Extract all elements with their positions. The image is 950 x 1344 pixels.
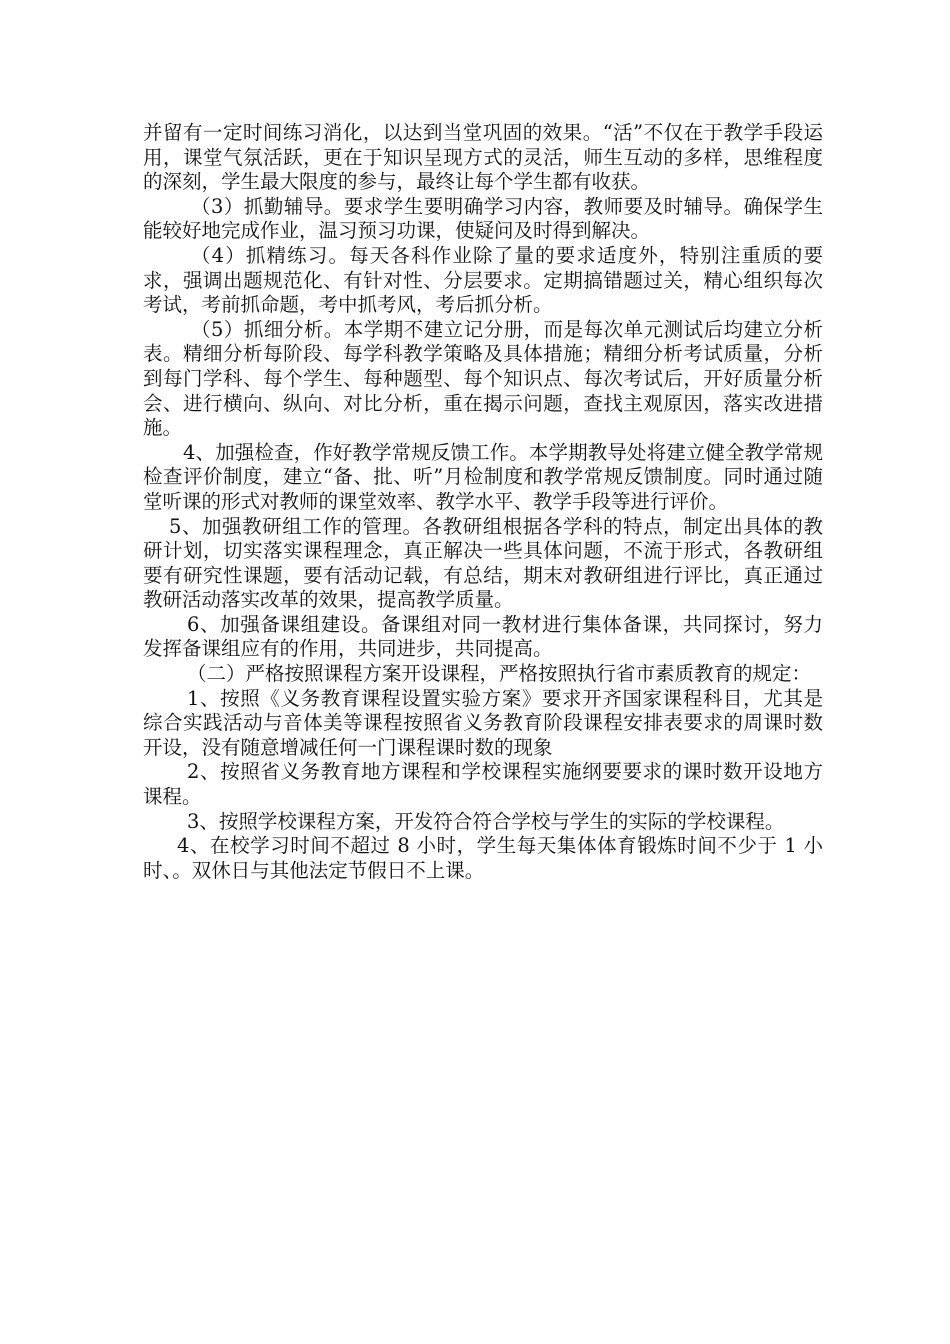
paragraph-analysis: （5）抓细分析。本学期不建立记分册，而是每次单元测试后均建立分析表。精细分析每阶段、每学科教学策略及具体措施；精细分析考试质量，分析到每门学科、每个学生、每种题型、每个知识点、每次考试后，开好质量分析会、进行横向、纵向、对比分析，重在揭示问题，查找主观原因，落实改进措施。 — [143, 317, 823, 440]
paragraph-practice: （4）抓精练习。每天各科作业除了量的要求适度外，特别注重质的要求，强调出题规范化、有针对性、分层要求。定期搞错题过关，精心组织每次考试，考前抓命题，考中抓考风，考后抓分析。 — [143, 243, 823, 317]
paragraph-continuation: 并留有一定时间练习消化，以达到当堂巩固的效果。“活”不仅在于教学手段运用，课堂气氛活跃，更在于知识呈现方式的灵活，师生互动的多样，思维程度的深刻，学生最大限度的参与，最终让每个学生都有收获。 — [143, 121, 823, 194]
paragraph-school-curriculum: 3、按照学校课程方案，开发符合符合学校与学生的实际的学校课程。 — [187, 809, 785, 833]
paragraph-inspection: 4、加强检查，作好教学常规反馈工作。本学期教导处将建立健全教学常规检查评价制度，建立“备、批、听”月检制度和教学常规反馈制度。同时通过随堂听课的形式对教师的课堂效率、教学水平、教学手段等进行评价。 — [143, 440, 823, 513]
paragraph-section-two-heading: （二）严格按照课程方案开设课程，严格按照执行省市素质教育的规定： — [187, 662, 812, 686]
paragraph-national-curriculum: 1、按照《义务教育课程设置实验方案》要求开齐国家课程科目，尤其是综合实践活动与音体美等课程按照省义务教育阶段课程安排表要求的周课时数开设，没有随意增减任何一门课程课时数的现象 — [143, 686, 823, 759]
paragraph-tutoring: （3）抓勤辅导。要求学生要明确学习内容，教师要及时辅导。确保学生能较好地完成作业，温习预习功课，使疑问及时得到解决。 — [143, 194, 823, 243]
paragraph-lesson-prep-group: 6、加强备课组建设。备课组对同一教材进行集体备课，共同探讨，努力发挥备课组应有的作用，共同进步，共同提高。 — [143, 612, 823, 661]
paragraph-research-group: 5、加强教研组工作的管理。各教研组根据各学科的特点，制定出具体的教研计划，切实落实课程理念，真正解决一些具体问题，不流于形式，各教研组要有研究性课题，要有活动记载，有总结，期末对教研组进行评比，真正通过教研活动落实改革的效果，提高教学质量。 — [143, 514, 823, 612]
document-body — [143, 121, 823, 883]
paragraph-local-curriculum: 2、按照省义务教育地方课程和学校课程实施纲要要求的课时数开设地方课程。 — [143, 760, 823, 809]
paragraph-study-time: 4、在校学习时间不超过 8 小时，学生每天集体体育锻炼时间不少于 1 小时、。双休日与其他法定节假日不上课。 — [143, 834, 823, 882]
